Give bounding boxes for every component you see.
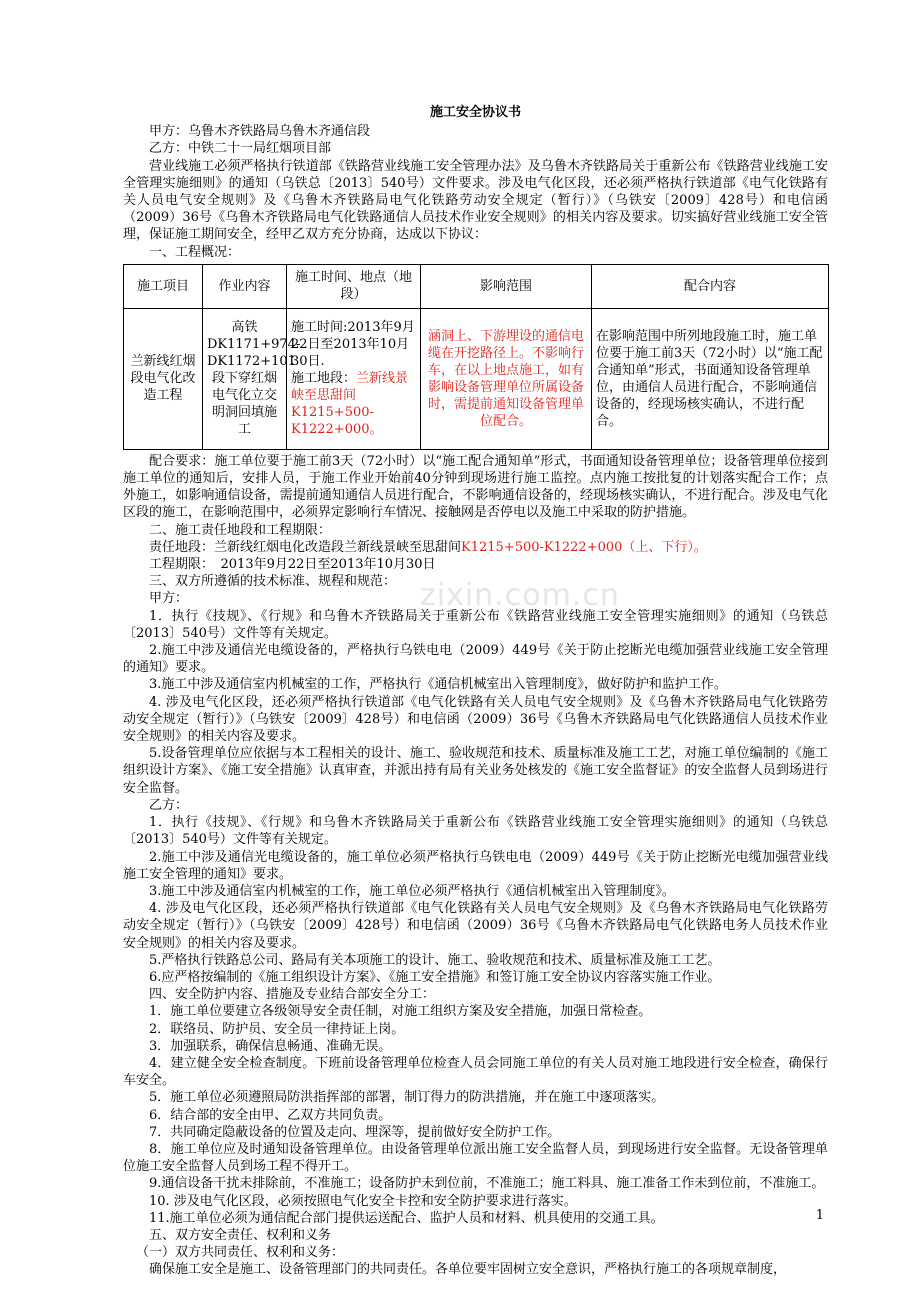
header-impact: 影响范围 <box>421 264 592 308</box>
resp-red: K1215+500-K1222+000（上、下行）。 <box>461 539 707 555</box>
list-item: 9.通信设备干扰未排除前，不准施工；设备防护未到位前，不准施工；施工料具、施工准备工作未到位前，不准施工。 <box>149 1176 825 1192</box>
section-4-heading: 四、安全防护内容、措施及专业结合部安全分工： <box>149 987 436 1003</box>
document-title: 施工安全协议书 <box>429 105 521 120</box>
document-page <box>123 104 828 1279</box>
cell-time-place <box>287 308 421 449</box>
list-item: 4．建立健全安全检查制度。下班前设备管理单位检查人员会同施工单位的有关人员对施工地段进行安全检查，确保行车安全。 <box>123 1055 828 1089</box>
party-b-label: 乙方： <box>149 797 189 813</box>
header-coop: 配合内容 <box>592 264 829 308</box>
responsibility-section <box>123 539 828 556</box>
list-item: 1．施工单位要建立各级领导安全责任制，对施工组织方案及安全措施，加强日常检查。 <box>149 1004 652 1020</box>
table-header-row <box>124 264 829 308</box>
place-red: 兰新线景峡至思甜间K1215+500-K1222+000。 <box>291 371 409 438</box>
list-item: 2.施工中涉及通信光电缆设备的，施工单位必须严格执行乌铁电电（2009）449号《关于防止挖断光电缆加强营业线施工安全管理的通知》要求。 <box>123 849 828 882</box>
page-number: 1 <box>815 1208 824 1223</box>
watermark: zixin.com.cn <box>420 578 620 613</box>
project-period: 工程期限： 2013年9月22日至2013年10月30日 <box>149 557 436 573</box>
party-a: 甲方：乌鲁木齐铁路局乌鲁木齐通信段 <box>149 124 371 140</box>
party-b: 乙方：中铁二十一局红烟项目部 <box>149 141 332 157</box>
section-5-1-heading: （一）双方共同责任、权利和义务： <box>136 1245 345 1261</box>
list-item: 5．施工单位必须遵照局防洪指挥部的部署，制订得力的防洪措施，并在施工中逐项落实。 <box>149 1090 665 1106</box>
cell-work: 高铁DK1171+974-DK1172+101段下穿红烟电气化立交明洞回填施工 <box>203 308 287 449</box>
cell-impact: 涵洞上、下游埋设的通信电缆在开挖路径上。不影响行车，在以上地点施工，如有影响设备管理单位所属设备时，需提前通知设备管理单位配合。 <box>421 308 592 449</box>
party-a-items <box>123 608 828 797</box>
time-text: 施工时间:2013年9月22日至2013年10月30日. <box>291 320 415 370</box>
section-4-items <box>123 1003 828 1227</box>
coop-requirements: 配合要求：施工单位要于施工前3天（72小时）以“施工配合通知单”形式，书面通知设备管理单位；设备管理单位接到施工单位的通知后，安排人员，于施工作业开始前40分钟到现场进行施工监控。点内施工按批复的计划落实配合工作；点外施工，如影响通信设备，需提前通知通信人员进行配合，不影响通信设备的，经现场核实确认，不进行配合。涉及电气化区段的施工，在影响范围中，必须界定影响行车情况、接触网是否停电以及施工中采取的防护措施。 <box>123 453 828 521</box>
list-item: 3．加强联系，确保信息畅通、准确无误。 <box>149 1038 392 1054</box>
list-item: 5.设备管理单位应依据与本工程相关的设计、施工、验收规范和技术、质量标准及施工工艺，对施工单位编制的《施工组织设计方案》、《施工安全措施》认真审查，并派出持有局有关业务处核发的《施工安全监督证》的安全监督人员到场进行安全监督。 <box>123 746 828 796</box>
list-item: 1．执行《技规》、《行规》和乌鲁木齐铁路局关于重新公布《铁路营业线施工安全管理实施细则》的通知（乌铁总〔2013〕540号）文件等有关规定。 <box>123 815 828 848</box>
header-work: 作业内容 <box>203 264 287 308</box>
place-label: 施工地段： <box>291 371 357 387</box>
table-row <box>124 308 829 449</box>
header-time-place: 施工时间、地点（地段） <box>287 264 421 308</box>
cell-coop: 在影响范围中所列地段施工时，施工单位要于施工前3天（72小时）以“施工配合通知单”形式，书面通知设备管理单位，由通信人员进行配合，不影响通信设备的，经现场核实确认，不进行配合。 <box>592 308 829 449</box>
section-2-heading: 二、施工责任地段和工程期限： <box>149 522 332 538</box>
party-b-items <box>123 814 828 986</box>
list-item: 1．执行《技规》、《行规》和乌鲁木齐铁路局关于重新公布《铁路营业线施工安全管理实施细则》的通知（乌铁总〔2013〕540号）文件等有关规定。 <box>123 608 828 641</box>
list-item: 6．结合部的安全由甲、乙双方共同负责。 <box>149 1107 392 1123</box>
list-item: 3.施工中涉及通信室内机械室的工作，严格执行《通信机械室出入管理制度》，做好防护和监护工作。 <box>149 677 727 693</box>
list-item: 3.施工中涉及通信室内机械室的工作，施工单位必须严格执行《通信机械室出入管理制度》。 <box>149 883 675 899</box>
intro-paragraph: 营业线施工必须严格执行铁道部《铁路营业线施工安全管理办法》及乌鲁木齐铁路局关于重新公布《铁路营业线施工安全管理实施细则》的通知（乌铁总〔2013〕540号）文件要求。涉及电气化区段，还必须严格执行铁道部《电气化铁路有关人员电气安全规则》及《乌鲁木齐铁路局电气化铁路劳动安全规定（暂行）》（乌铁安〔2009〕428号）和电信函（2009）36号《乌鲁木齐铁路局电气化铁路通信人员技术作业安全规则》的相关内容及要求。切实搞好营业线施工安全管理，保证施工期间安全，经甲乙双方充分协商，达成以下协议： <box>123 158 828 243</box>
party-a-label: 甲方： <box>149 591 189 607</box>
list-item: 11.施工单位必须为通信配合部门提供运送配合、监护人员和材料、机具使用的交通工具。 <box>149 1210 664 1226</box>
list-item: 8．施工单位应及时通知设备管理单位。由设备管理单位派出施工安全监督人员，到现场进行安全监督。无设备管理单位施工安全监督人员到场工程不得开工。 <box>123 1141 828 1175</box>
list-item: 5.严格执行铁路总公司、路局有关本项施工的设计、施工、验收规范和技术、质量标准及施工工艺。 <box>149 952 721 968</box>
list-item: 4. 涉及电气化区段，还必须严格执行铁道部《电气化铁路有关人员电气安全规则》及《乌鲁木齐铁路局电气化铁路劳动安全规定（暂行）》（乌铁安〔2009〕428号）和电信函（2009）36号《乌鲁木齐铁路局电气化铁路通信人员技术作业安全规则》的相关内容及要求。 <box>123 694 828 745</box>
list-item: 10. 涉及电气化区段，必须按照电气化安全卡控和安全防护要求进行落实。 <box>149 1193 577 1209</box>
list-item: 2．联络员、防护员、安全员一律持证上岗。 <box>149 1021 405 1037</box>
list-item: 7．共同确定隐蔽设备的位置及走向、埋深等，提前做好安全防护工作。 <box>149 1124 561 1140</box>
list-item: 2.施工中涉及通信光电缆设备的，严格执行乌铁电电（2009）449号《关于防止挖断光电缆加强营业线施工安全管理的通知》要求。 <box>123 643 828 676</box>
list-item: 6.应严格按编制的《施工组织设计方案》、《施工安全措施》和签订施工安全协议内容落实施工作业。 <box>149 969 721 985</box>
section-5-heading: 五、双方安全责任、权利和义务 <box>149 1227 332 1243</box>
project-overview-table <box>123 264 829 450</box>
list-item: 4. 涉及电气化区段，还必须严格执行铁道部《电气化铁路有关人员电气安全规则》及《乌鲁木齐铁路局电气化铁路劳动安全规定（暂行）》（乌铁安〔2009〕428号）和电信函（2009）36号《乌鲁木齐铁路局电气化铁路电务人员技术作业安全规则》的相关内容及要求。 <box>123 901 828 951</box>
section-3-heading: 三、双方所遵循的技术标准、规程和规范： <box>149 574 397 590</box>
cell-project: 兰新线红烟段电气化改造工程 <box>124 308 203 449</box>
last-paragraph: 确保施工安全是施工、设备管理部门的共同责任。各单位要牢固树立安全意识，严格执行施工的各项规章制度， <box>149 1262 787 1278</box>
resp-label: 责任地段：兰新线红烟电化改造段兰新线景峡至思甜间 <box>149 539 462 555</box>
section-1-heading: 一、工程概况： <box>149 244 241 260</box>
header-project: 施工项目 <box>124 264 203 308</box>
